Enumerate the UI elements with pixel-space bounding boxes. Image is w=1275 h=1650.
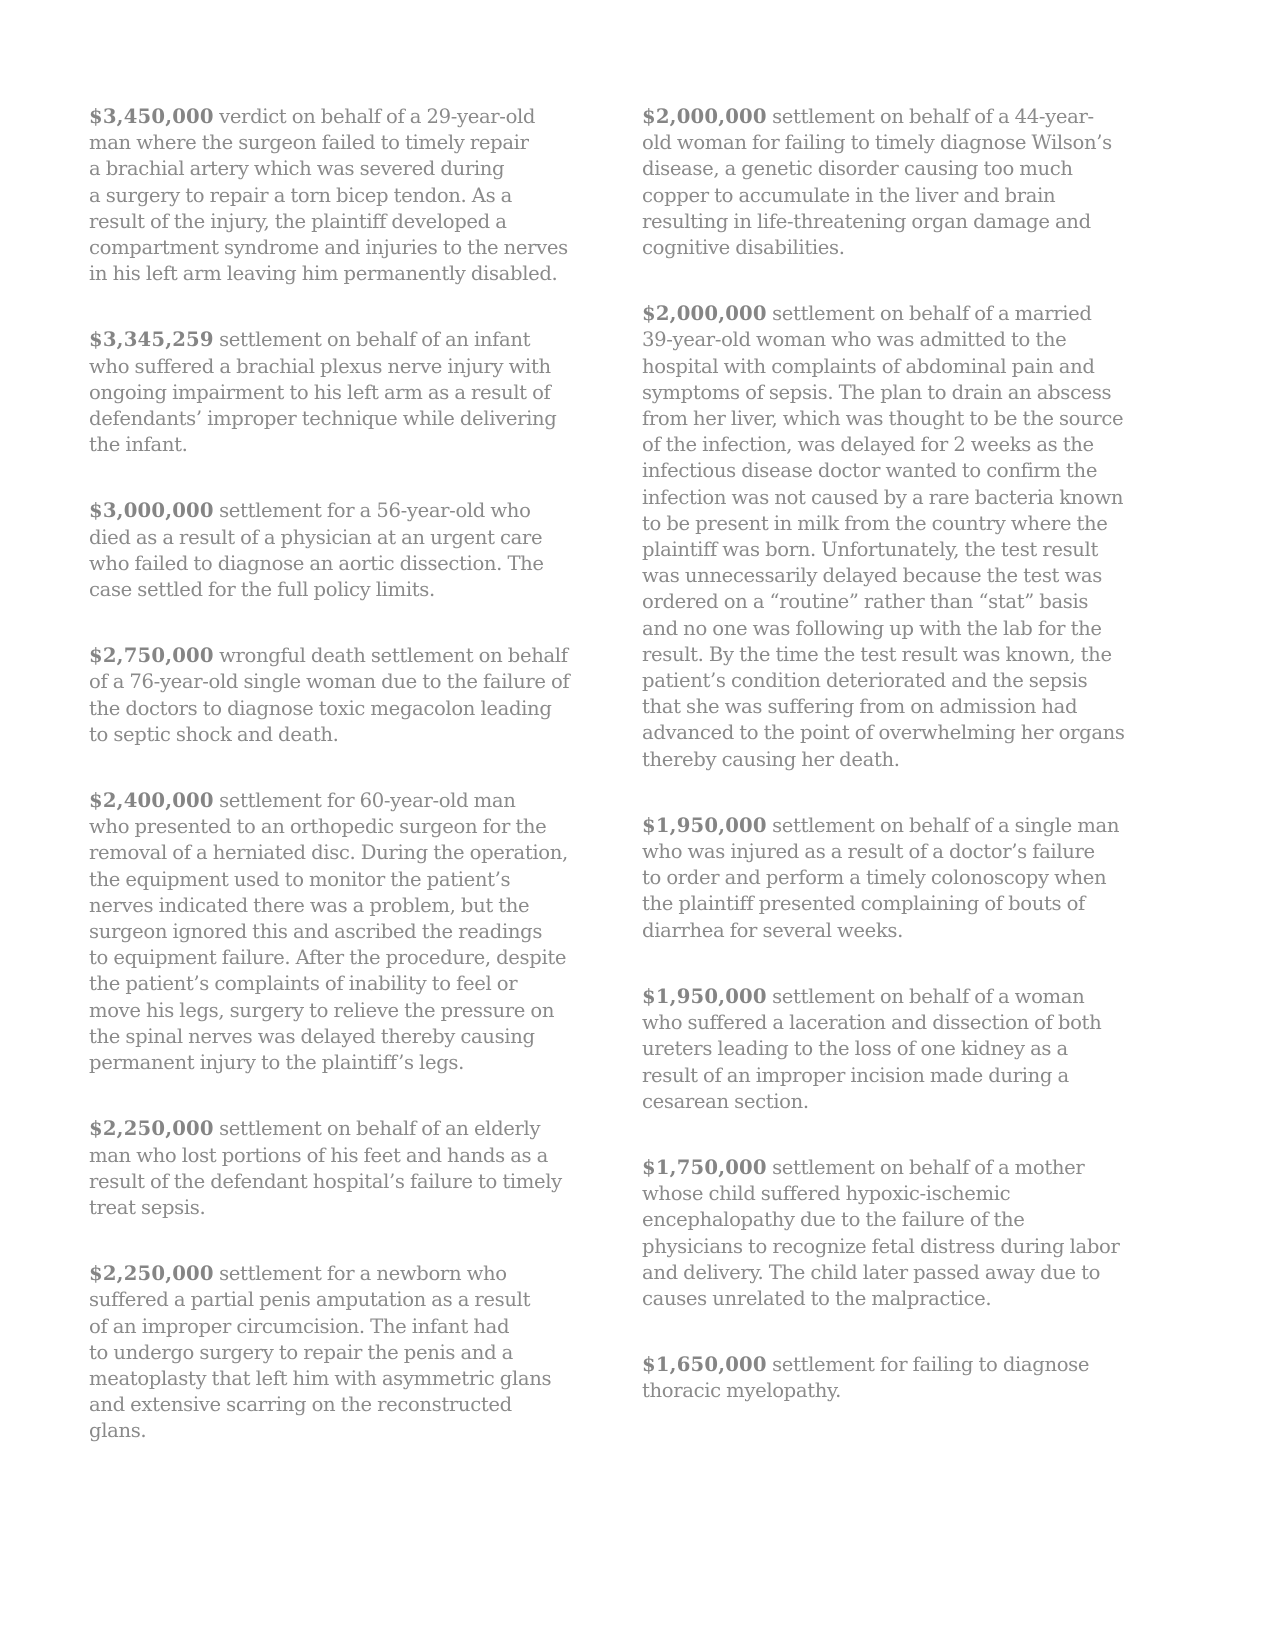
entry-line: diarrhea for several weeks. — [642, 918, 904, 942]
entry-line: defendants’ improper technique while delivering — [89, 407, 557, 431]
entry-description: settlement on behalf of an infant — [213, 328, 531, 352]
entry-line: nerves indicated there was a problem, but the — [89, 893, 530, 917]
entry-line: to order and perform a timely colonoscopy when — [642, 866, 1107, 890]
settlement-amount: $2,250,000 — [89, 1117, 214, 1141]
entry-line: hospital with complaints of abdominal pain and — [642, 354, 1095, 378]
entry-line: resulting in life-threatening organ damage and — [642, 209, 1091, 233]
settlement-amount: $1,950,000 — [642, 813, 767, 837]
entry-line: copper to accumulate in the liver and brain — [642, 183, 1056, 207]
entry-line — [642, 984, 1142, 1010]
entry-line: encephalopathy due to the failure of the — [642, 1208, 1025, 1232]
entry-line — [89, 1261, 589, 1287]
settlement-amount: $3,345,259 — [89, 328, 214, 352]
entry-description: settlement on behalf of a single man — [766, 813, 1120, 837]
case-result-entry — [642, 1155, 1142, 1312]
case-result-entry — [89, 643, 589, 748]
entry-line: whose child suffered hypoxic-ischemic — [642, 1182, 1011, 1206]
entry-line — [89, 788, 589, 814]
settlement-amount: $1,750,000 — [642, 1155, 767, 1179]
entry-line — [642, 1155, 1142, 1181]
left-column — [89, 104, 589, 1485]
entry-line: ongoing impairment to his left arm as a result of — [89, 380, 551, 404]
entry-line: cesarean section. — [642, 1089, 809, 1113]
entry-description: settlement for failing to diagnose — [766, 1353, 1090, 1377]
entry-line — [642, 1352, 1142, 1378]
entry-line: to equipment failure. After the procedure, despite — [89, 946, 567, 970]
entry-line: the infant. — [89, 433, 188, 457]
entry-line: the plaintiff presented complaining of bouts of — [642, 892, 1085, 916]
entry-line: and delivery. The child later passed away due to — [642, 1260, 1101, 1284]
entry-description: settlement on behalf of a woman — [766, 984, 1085, 1008]
entry-line — [642, 301, 1142, 327]
case-result-entry — [89, 1261, 589, 1444]
entry-line: move his legs, surgery to relieve the pressure on — [89, 998, 555, 1022]
entry-line: infectious disease doctor wanted to confirm the — [642, 459, 1098, 483]
settlement-amount: $2,250,000 — [89, 1262, 214, 1286]
case-result-entry — [642, 984, 1142, 1115]
entry-line: in his left arm leaving him permanently disabled. — [89, 262, 558, 286]
entry-line: the spinal nerves was delayed thereby causing — [89, 1024, 535, 1048]
entry-line: ordered on a “routine” rather than “stat” basis — [642, 590, 1089, 614]
case-result-entry — [89, 788, 589, 1076]
settlement-amount: $2,750,000 — [89, 644, 214, 668]
entry-description: settlement on behalf of an elderly — [213, 1117, 541, 1141]
entry-line: result. By the time the test result was known, the — [642, 642, 1112, 666]
entry-line: was unnecessarily delayed because the test was — [642, 564, 1102, 588]
entry-line: surgeon ignored this and ascribed the readings — [89, 920, 543, 944]
entry-description: verdict on behalf of a 29-year-old — [213, 105, 536, 128]
entry-line: physicians to recognize fetal distress during labor — [642, 1234, 1120, 1258]
entry-line: the doctors to diagnose toxic megacolon leading — [89, 696, 552, 720]
entry-line: thereby causing her death. — [642, 747, 900, 771]
entry-line: a surgery to repair a torn bicep tendon. As a — [89, 183, 513, 207]
entry-line — [89, 1116, 589, 1142]
case-result-entry — [89, 104, 589, 287]
entry-line: a brachial artery which was severed during — [89, 157, 505, 181]
entry-line: plaintiff was born. Unfortunately, the test result — [642, 538, 1098, 562]
entry-line: old woman for failing to timely diagnose Wilson’s — [642, 131, 1112, 155]
case-result-entry — [89, 1116, 589, 1221]
entry-line: symptoms of sepsis. The plan to drain an abscess — [642, 380, 1112, 404]
settlement-amount: $1,650,000 — [642, 1353, 767, 1377]
settlement-amount: $2,400,000 — [89, 789, 214, 813]
entry-line: to undergo surgery to repair the penis and a — [89, 1340, 513, 1364]
entry-line — [89, 498, 589, 524]
settlement-amount: $3,450,000 — [89, 105, 214, 128]
entry-line: treat sepsis. — [89, 1195, 206, 1219]
entry-description: settlement for a 56-year-old who — [213, 499, 531, 523]
settlement-amount: $2,000,000 — [642, 302, 767, 326]
entry-line: that she was suffering from on admission had — [642, 695, 1078, 719]
entry-line — [89, 327, 589, 353]
case-result-entry — [89, 327, 589, 458]
entry-line: meatoplasty that left him with asymmetric glans — [89, 1366, 552, 1390]
entry-line: removal of a herniated disc. During the operation, — [89, 841, 568, 865]
entry-line: of a 76-year-old single woman due to the failure of — [89, 670, 570, 694]
entry-line — [642, 813, 1142, 839]
entry-line — [89, 104, 589, 130]
entry-line: result of an improper incision made during a — [642, 1063, 1069, 1087]
entry-line: disease, a genetic disorder causing too much — [642, 157, 1073, 181]
entry-line: who failed to diagnose an aortic dissection. The — [89, 551, 544, 575]
entry-line: thoracic myelopathy. — [642, 1379, 841, 1403]
entry-line — [642, 104, 1142, 130]
entry-line: causes unrelated to the malpractice. — [642, 1286, 992, 1310]
case-result-entry — [642, 301, 1142, 773]
entry-line: man who lost portions of his feet and hands as a — [89, 1143, 548, 1167]
entry-line: man where the surgeon failed to timely repair — [89, 131, 529, 155]
entry-line: infection was not caused by a rare bacteria known — [642, 485, 1124, 509]
entry-line: the equipment used to monitor the patient’s — [89, 867, 511, 891]
entry-line: of the infection, was delayed for 2 weeks as the — [642, 433, 1094, 457]
entry-line: result of the defendant hospital’s failure to timely — [89, 1169, 562, 1193]
entry-line: suffered a partial penis amputation as a result — [89, 1288, 531, 1312]
entry-line: advanced to the point of overwhelming her organs — [642, 721, 1125, 745]
case-result-entry — [89, 498, 589, 603]
settlement-amount: $3,000,000 — [89, 499, 214, 523]
entry-line: and no one was following up with the lab for the — [642, 616, 1102, 640]
entry-line: who suffered a brachial plexus nerve injury with — [89, 354, 551, 378]
entry-line: case settled for the full policy limits. — [89, 578, 435, 602]
entry-description: settlement on behalf of a married — [766, 302, 1092, 326]
entry-line: patient’s condition deteriorated and the sepsis — [642, 669, 1088, 693]
entry-line: the patient’s complaints of inability to feel or — [89, 972, 518, 996]
entry-line: died as a result of a physician at an urgent care — [89, 525, 543, 549]
entry-line: who suffered a laceration and dissection of both — [642, 1011, 1102, 1035]
entry-line: ureters leading to the loss of one kidney as a — [642, 1037, 1068, 1061]
entry-line: 39-year-old woman who was admitted to the — [642, 328, 1067, 352]
entry-line: who was injured as a result of a doctor’s failure — [642, 840, 1095, 864]
entry-line: cognitive disabilities. — [642, 236, 845, 260]
entry-line: to be present in milk from the country where the — [642, 511, 1108, 535]
case-result-entry — [642, 104, 1142, 261]
settlement-amount: $2,000,000 — [642, 105, 767, 128]
entry-description: settlement for 60-year-old man — [213, 789, 516, 813]
entry-line: permanent injury to the plaintiff’s legs. — [89, 1051, 464, 1075]
entry-line: of an improper circumcision. The infant had — [89, 1314, 510, 1338]
settlement-amount: $1,950,000 — [642, 984, 767, 1008]
entry-line: who presented to an orthopedic surgeon for the — [89, 815, 547, 839]
entry-description: settlement on behalf of a 44-year- — [766, 105, 1094, 128]
entry-line: from her liver, which was thought to be the source — [642, 407, 1124, 431]
entry-line: compartment syndrome and injuries to the nerves — [89, 236, 568, 260]
entry-description: settlement for a newborn who — [213, 1262, 507, 1286]
case-result-entry — [642, 1352, 1142, 1404]
case-result-entry — [642, 813, 1142, 944]
right-column — [642, 104, 1142, 1445]
entry-line: and extensive scarring on the reconstructed — [89, 1393, 512, 1417]
entry-line: result of the injury, the plaintiff developed a — [89, 209, 507, 233]
entry-line — [89, 643, 589, 669]
entry-line: glans. — [89, 1419, 147, 1443]
entry-line: to septic shock and death. — [89, 722, 339, 746]
entry-description: settlement on behalf of a mother — [766, 1155, 1085, 1179]
entry-description: wrongful death settlement on behalf — [213, 644, 568, 668]
